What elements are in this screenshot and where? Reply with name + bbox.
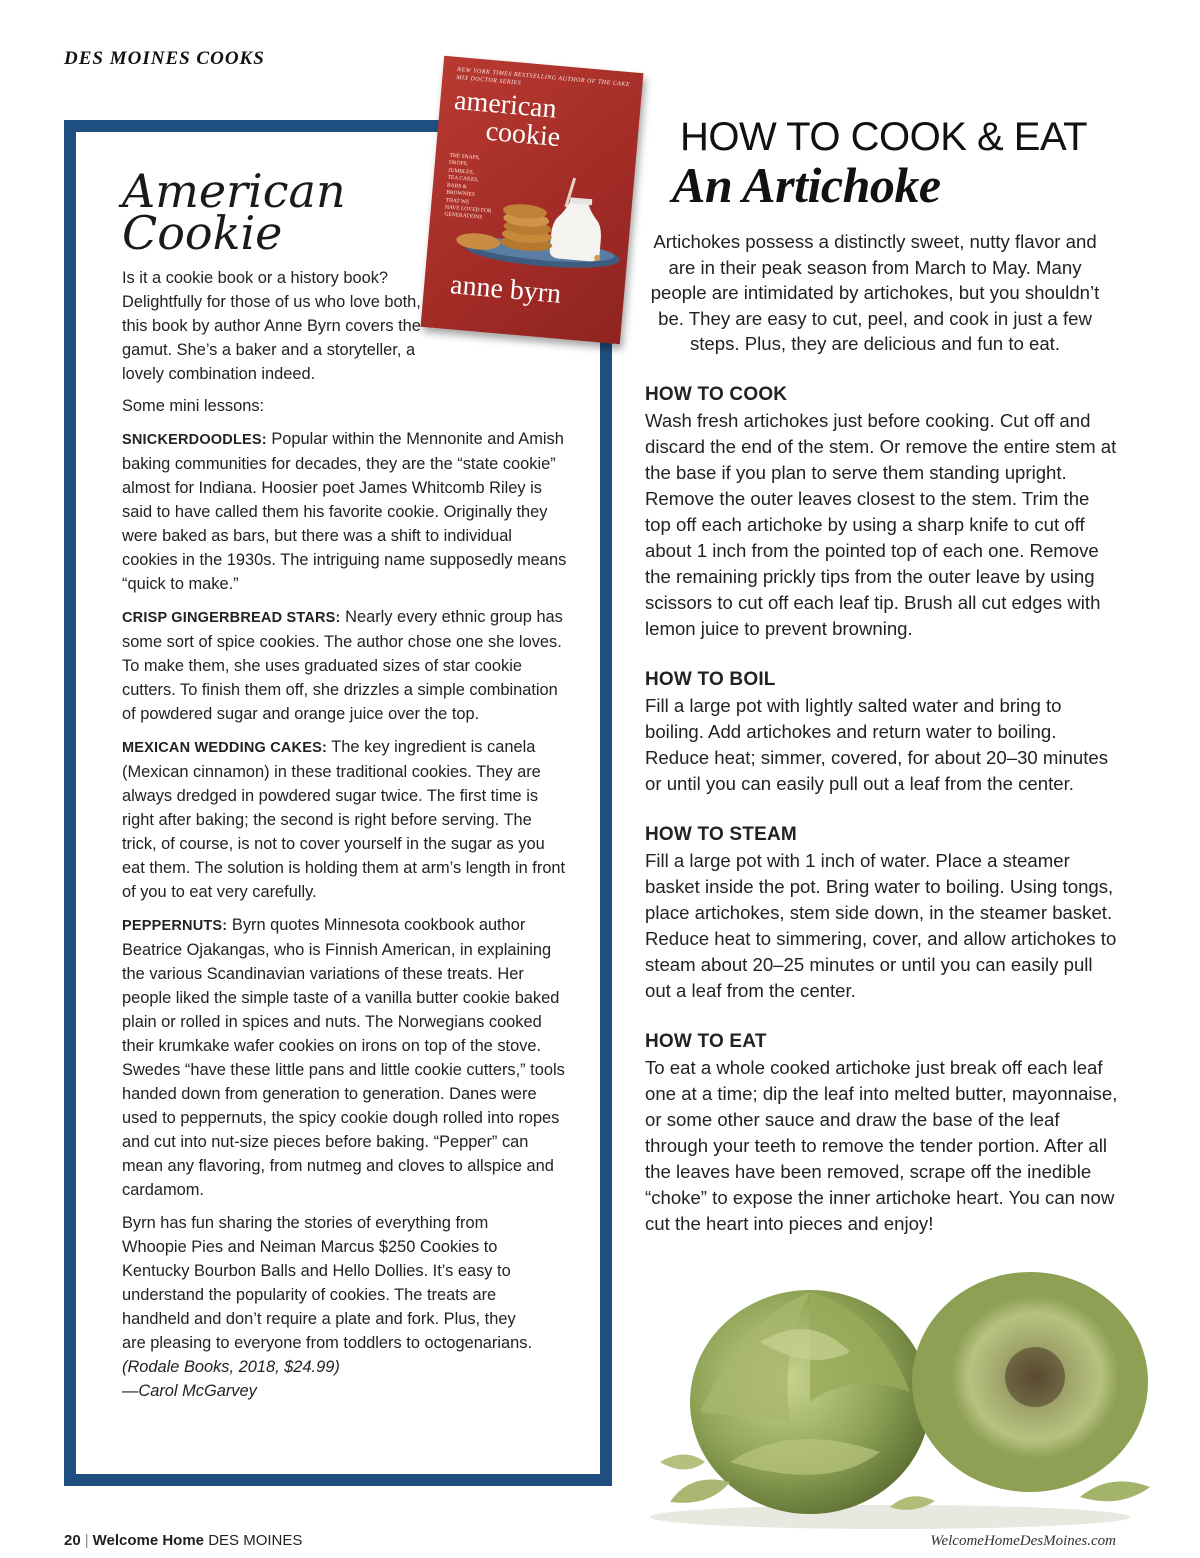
section-heading-boil: HOW TO BOIL bbox=[645, 669, 776, 690]
cover-title-line2: cookie bbox=[484, 115, 562, 154]
lesson-text: Byrn quotes Minnesota cookbook author Beatrice Ojakangas, who is Finnish American, in explaining the various Scandinavian variations of these treats. Her people liked the simple taste of a vanilla butter cookie baked plain or rolled in spices and nuts. The Norwegians cooked their krumkake wafer cookies on irons on top of the stove. Swedes “have these little pans and little cookie cutters,” tools handed down from generation to generation. Danes were used to peppernuts, the spicy cookie dough rolled into ropes and cut into nut-size pieces before baking. “Pepper” can mean any flavoring, from nutmeg and cloves to allspice and cardamom. bbox=[122, 916, 565, 1199]
section-text-boil: Fill a large pot with lightly salted water and bring to boiling. Add artichokes and return water to boiling. Reduce heat; simmer, covered, for about 20–30 minutes or until you can easily pull out a leaf from the center. bbox=[645, 695, 1109, 794]
section-heading-steam: HOW TO STEAM bbox=[645, 824, 797, 845]
footer-page-info bbox=[64, 1532, 302, 1549]
section-text-eat: To eat a whole cooked artichoke just break off each leaf one at a time; dip the leaf into melted butter, mayonnaise, or some other sauce and draw the base of the leaf through your teeth to remove the tender portion. After all the leaves have been removed, scrape off the inedible “choke” to expose the inner artichoke heart. You can now cut the heart into pieces and enjoy! bbox=[645, 1057, 1118, 1234]
review-intro bbox=[122, 266, 422, 386]
lesson-heading: CRISP GINGERBREAD STARS: bbox=[122, 610, 341, 626]
artichoke-heading-line2: An Artichoke bbox=[672, 157, 941, 213]
cover-kicker: NEW YORK TIMES BESTSELLING AUTHOR OF THE CAKE MIX DOCTOR SERIES bbox=[456, 66, 631, 89]
section-text-cook: Wash fresh artichokes just before cooking. Cut off and discard the end of the stem. Or remove the entire stem at the base if you plan to serve them standing upright. Remove the outer leaves closest to the stem. Trim the top off each artichoke by using a sharp knife to cut off about 1 inch from the pointed top of each one. Remove the remaining prickly tips from the outer leave by using scissors to cut off each leaf tip. Brush all cut edges with lemon juice to prevent browning. bbox=[645, 410, 1117, 639]
section-heading-cook: HOW TO COOK bbox=[645, 384, 788, 405]
lesson-heading: PEPPERNUTS: bbox=[122, 918, 228, 934]
book-review-title: American Cookie bbox=[122, 164, 346, 261]
section-text-steam: Fill a large pot with 1 inch of water. Place a steamer basket inside the pot. Bring water to boiling. Using tongs, place artichokes, stem side down, in the steamer basket. Reduce heat to simmering, cover, and allow artichokes to steam about 20–25 minutes or until you can easily pull out a leaf from the center. bbox=[645, 850, 1117, 1001]
review-closing-text: Byrn has fun sharing the stories of everything from Whoopie Pies and Neiman Marcus $250 Cookies to Kentucky Bourbon Balls and Hello Dollies. It’s easy to understand the popularity of cookies. The treats are handheld and don’t require a plate and fork. Plus, they are pleasing to everyone from toddlers to octogenarians. bbox=[122, 1214, 533, 1352]
artichoke-photo bbox=[640, 1262, 1165, 1532]
cover-subtitle: THE SNAPS, DROPS, JUMBLES, TEA CAKES, BARS & BROWNIES THAT WE HAVE LOVED FOR GENERATIONS bbox=[444, 152, 492, 222]
review-byline: —Carol McGarvey bbox=[122, 1382, 257, 1400]
book-review-body bbox=[122, 266, 568, 1412]
footer-website: WelcomeHomeDesMoines.com bbox=[930, 1533, 1116, 1549]
publication-name-rest: DES MOINES bbox=[208, 1532, 303, 1549]
lesson-item bbox=[122, 913, 568, 1202]
review-intro-text: Is it a cookie book or a history book? Delightfully for those of us who love both, this book by author Anne Byrn covers the gamut. She’s a baker and a storyteller, a lovely combination indeed. bbox=[122, 269, 421, 383]
lesson-heading: MEXICAN WEDDING CAKES: bbox=[122, 740, 327, 756]
page-number: 20 bbox=[64, 1532, 81, 1549]
lesson-item bbox=[122, 427, 568, 596]
publication-name-bold: Welcome Home bbox=[92, 1532, 205, 1549]
lesson-heading: SNICKERDOODLES: bbox=[122, 432, 267, 448]
cover-author: anne byrn bbox=[448, 269, 563, 310]
lesson-item bbox=[122, 735, 568, 904]
lesson-text: Popular within the Mennonite and Amish baking communities for decades, they are the “state cookie” almost for Indiana. Hoosier poet James Whitcomb Riley is said to have called them his favorite cookie. Originally they were baked as bars, but there was a shift to individual cookies in the 1930s. The intriguing name supposedly means “quick to make.” bbox=[122, 430, 567, 593]
artichoke-intro: Artichokes possess a distinctly sweet, nutty flavor and are in their peak season from March to May. Many people are intimidated by artichokes, but you shouldn’t be. They are easy to cut, peel, and cook in just a few steps. Plus, they are delicious and fun to eat. bbox=[650, 231, 1100, 354]
artichoke-heading-line1: HOW TO COOK & EAT bbox=[680, 115, 1088, 159]
lesson-text: The key ingredient is canela (Mexican cinnamon) in these traditional cookies. They are always dredged in powdered sugar twice. The first time is right after baking; the second is right before serving. The trick, of course, is not to cover yourself in the sugar as you eat them. The solution is holding them at arm’s length in front of you to eat very carefully. bbox=[122, 738, 566, 901]
section-label: DES MOINES COOKS bbox=[64, 48, 265, 69]
lesson-item bbox=[122, 605, 568, 726]
artichoke-instructions bbox=[645, 382, 1120, 1237]
review-closing bbox=[122, 1211, 542, 1403]
lesson-text: Nearly every ethnic group has some sort of spice cookies. The author chose one she loves. To make them, she uses graduated sizes of star cookie cutters. To finish them off, she drizzles a simple combination of powdered sugar and orange juice over the top. bbox=[122, 608, 563, 723]
publisher-info: (Rodale Books, 2018, $24.99) bbox=[122, 1358, 340, 1376]
mini-lessons-label: Some mini lessons: bbox=[122, 397, 265, 415]
footer-separator: | bbox=[84, 1532, 89, 1549]
cover-title-line1: american bbox=[453, 84, 558, 125]
cover-title bbox=[451, 84, 564, 154]
section-heading-eat: HOW TO EAT bbox=[645, 1031, 767, 1052]
